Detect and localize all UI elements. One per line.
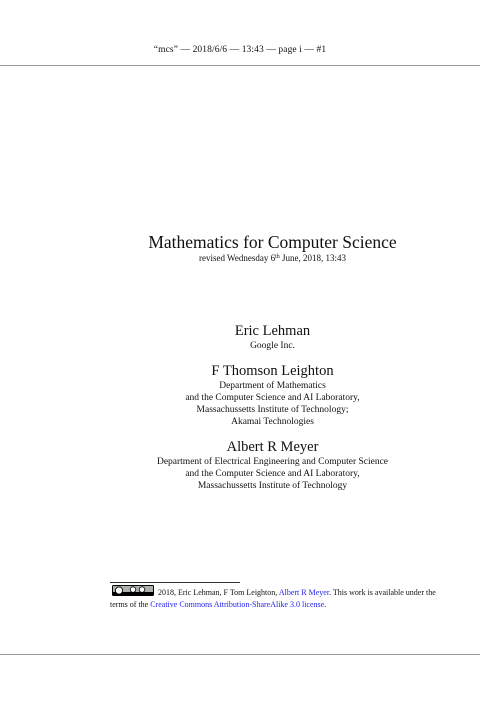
running-head-text: “mcs” — 2018/6/6 — 13:43 — page i — #1 [153,45,327,55]
author-name: F Thomson Leighton [211,363,334,379]
author-affiliation: and the Computer Science and AI Laboratory, [185,393,360,403]
revised-prefix: revised Wednesday 6 [198,253,276,263]
running-header [0,45,480,55]
revised-suffix: June, 2018, 13:43 [279,253,346,263]
author-affiliation: Akamai Technologies [231,417,314,427]
author-block [0,362,480,428]
book-title: Mathematics for Computer Science [148,232,397,252]
copyright-footnote [110,585,440,611]
author-list [0,322,480,502]
author-affiliation: Department of Electrical Engineering and Computer Science [156,457,389,467]
copyright-text: 2018, Eric Lehman, F Tom Leighton, [156,588,279,597]
cc-badge-graphic [113,586,153,595]
by-person-icon [130,587,136,593]
author-name: Eric Lehman [234,323,311,339]
license-link[interactable]: Creative Commons Attribution-ShareAlike 3.0 license [150,600,325,609]
albert-meyer-link[interactable]: Albert R Meyer [278,588,330,597]
cc-circle-icon [115,587,122,594]
footnote-rule [110,582,240,583]
sa-share-icon [139,587,145,593]
header-rule [0,65,480,66]
author-name: Albert R Meyer [226,439,319,455]
availability-text: . This work is available under the terms of the [110,588,436,609]
revision-date [0,252,480,264]
footnote-end: . [324,600,327,609]
footer-rule [0,654,480,655]
author-affiliation: Google Inc. [250,341,295,351]
author-block [0,438,480,492]
revised-superscript: th [275,254,280,260]
author-affiliation: Department of Mathematics [219,381,326,391]
cc-by-sa-badge-icon [112,585,154,596]
title-block [0,232,480,264]
author-affiliation: and the Computer Science and AI Laboratory, [185,469,360,479]
author-affiliation: Massachussetts Institute of Technology [197,481,348,491]
author-affiliation: Massachussetts Institute of Technology; [196,405,349,415]
author-block [0,322,480,352]
